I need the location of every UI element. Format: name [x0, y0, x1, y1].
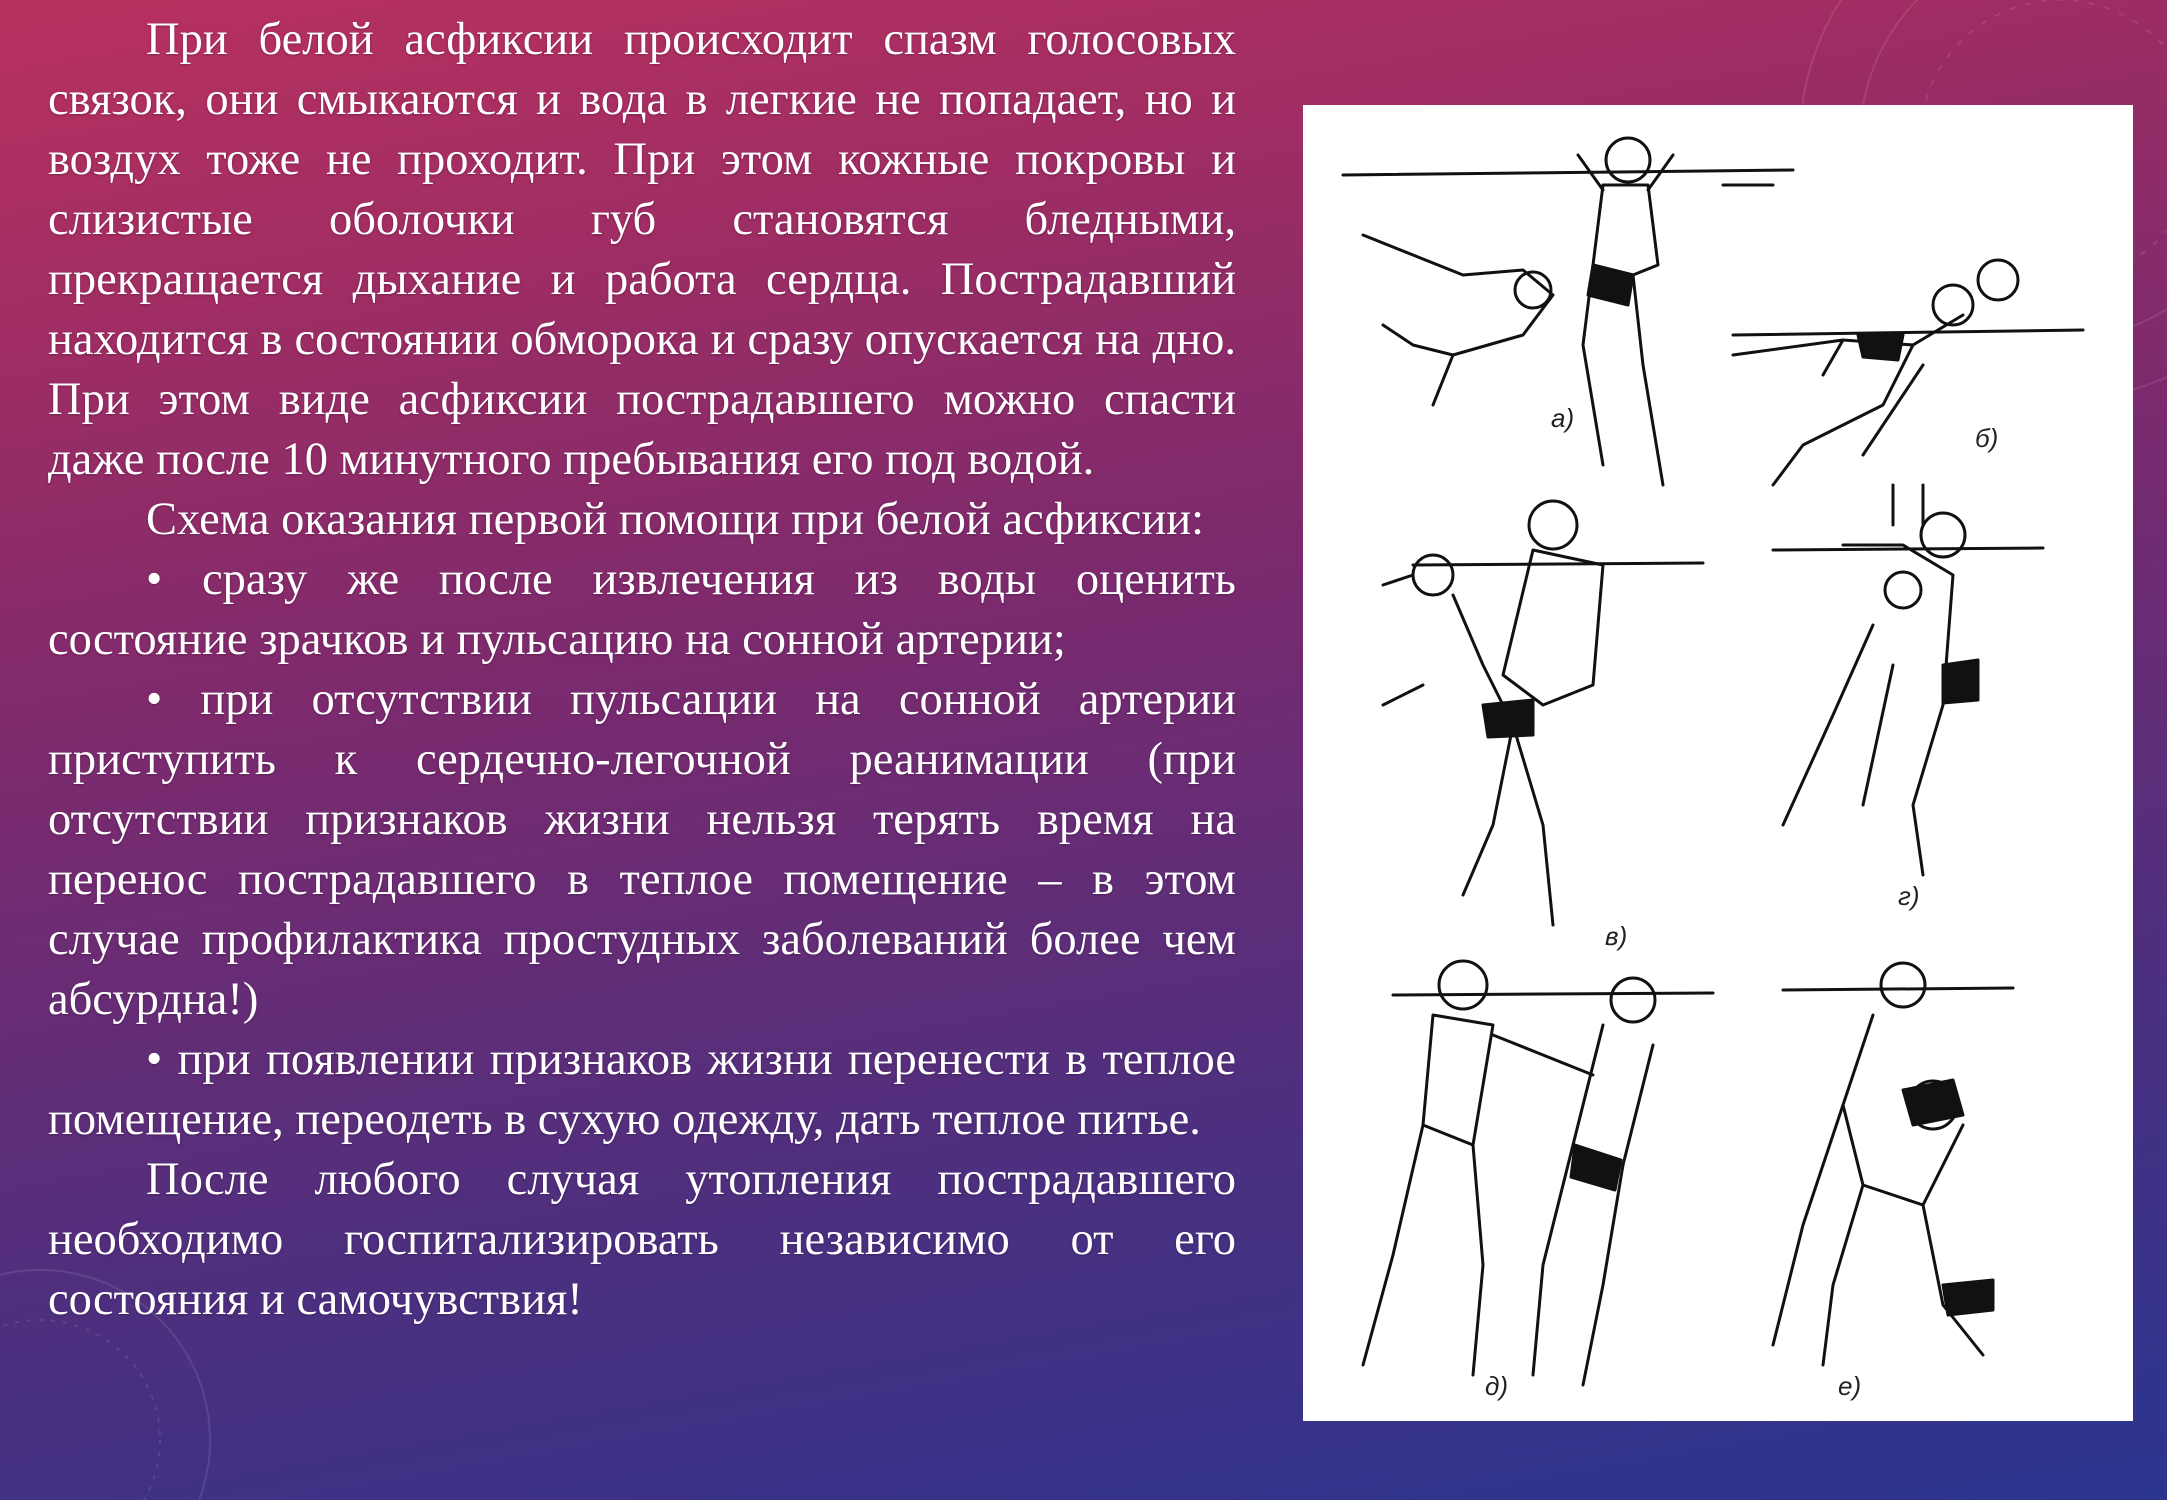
panel-label-b: б) [1975, 423, 1999, 453]
bullet-check-pulse: • сразу же после извлечения из воды оценить состояние зрачков и пульсацию на сонной артерии; [48, 554, 1236, 665]
panel-label-g: г) [1898, 881, 1920, 911]
panel-label-d: д) [1485, 1371, 1509, 1401]
panel-d-drawing [1363, 961, 1713, 1385]
panel-g-drawing [1773, 485, 2043, 875]
rescue-illustration-drawing [1303, 105, 2133, 1421]
paragraph-hospitalize: После любого случая утопления пострадавшего необходимо госпитализировать независимо от его состояния и самочувствия! [48, 1154, 1236, 1325]
bullet-cpr: • при отсутствии пульсации на сонной артерии приступить к сердечно-легочной реанимации (при отсутствии признаков жизни нельзя терять время на перенос пострадавшего в теплое помещение – в этом случае профилактика простудных заболеваний более чем абсурдна!) [48, 674, 1236, 1025]
panel-label-a: а) [1551, 403, 1575, 433]
paragraph-scheme-heading: Схема оказания первой помощи при белой асфиксии: [146, 494, 1205, 545]
panel-v-drawing [1383, 501, 1703, 925]
bullet-signs-of-life: • при появлении признаков жизни перенести в теплое помещение, переодеть в сухую одежду, дать теплое питье. [48, 1034, 1236, 1145]
main-text [48, 10, 1236, 1330]
panel-label-v: в) [1605, 921, 1628, 951]
panel-b-drawing [1733, 260, 2083, 485]
panel-label-e: е) [1838, 1371, 1862, 1401]
rescue-illustration [1303, 105, 2133, 1421]
paragraph-white-asphyxia: При белой асфиксии происходит спазм голосовых связок, они смыкаются и вода в легкие не попадает, но и воздух тоже не проходит. При этом кожные покровы и слизистые оболочки губ становятся бледными, прекращается дыхание и работа сердца. Пострадавший находится в состоянии обморока и сразу опускается на дно. При этом виде асфиксии пострадавшего можно спасти даже после 10 минутного пребывания его под водой. [48, 14, 1236, 485]
